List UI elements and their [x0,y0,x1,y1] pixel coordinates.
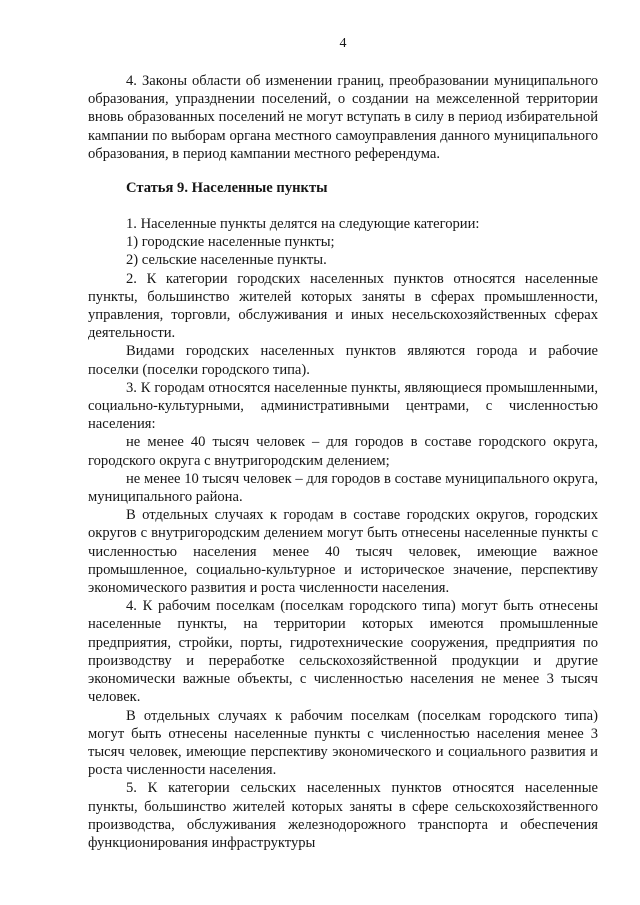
paragraph: 2. К категории городских населенных пунктов относятся населенные пункты, большинство жителей которых заняты в сферах промышленности, управления, торговли, обслуживания и иных несельскохозяйственных сферах деятельности. [88,270,598,342]
paragraph: не менее 40 тысяч человек – для городов в составе городского округа, городского округа с внутригородским делением; [88,434,598,469]
paragraph: 3. К городам относятся населенные пункты, являющиеся промышленными, социально-культурными, административными центрами, с численностью населения: [88,379,598,433]
article-heading: Статья 9. Населенные пункты [126,180,328,197]
document-page [88,36,598,852]
paragraph: В отдельных случаях к рабочим поселкам (поселкам городского типа) могут быть отнесены населенные пункты с численностью населения менее 3 тысяч человек, имеющие перспективу экономического и социального развития и роста численности населения. [88,707,598,779]
paragraph: 5. К категории сельских населенных пунктов относятся населенные пункты, большинство жителей которых заняты в сфере сельскохозяйственного производства, обслуживания железнодорожного транспорта и обеспечения функционирования инфраструктуры [88,780,598,851]
paragraph: 1. Населенные пункты делятся на следующие категории: [126,216,480,233]
list-item: 2) сельские населенные пункты. [126,252,327,269]
paragraph: В отдельных случаях к городам в составе городских округов, городских округов с внутригородским делением могут быть отнесены населенные пункты с численностью населения менее 40 тысяч человек, имеющие важное промышленное, социально-культурное и историческое значение, перспективу экономического развития и роста численности населения. [88,507,598,597]
list-item: 1) городские населенные пункты; [126,234,335,251]
paragraph: 4. К рабочим поселкам (поселкам городского типа) могут быть отнесены населенные пункты, на территории которых имеются промышленные предприятия, стройки, порты, гидротехнические сооружения, предприятия по производству и переработке сельскохозяйственной продукции и другие экономически важные объекты, с численностью населения не менее 3 тысяч человек. [88,598,598,706]
paragraph: Видами городских населенных пунктов являются города и рабочие поселки (поселки городского типа). [88,343,598,378]
paragraph: 4. Законы области об изменении границ, преобразовании муниципального образования, упразднении поселений, о создании на межселенной территории вновь образованных поселений не могут вступать в силу в период избирательной кампании по выборам органа местного самоуправления данного муниципального образования, в период кампании местного референдума. [88,73,598,162]
page-number: 4 [339,36,347,51]
paragraph: не менее 10 тысяч человек – для городов в составе муниципального округа, муниципального района. [88,470,598,506]
